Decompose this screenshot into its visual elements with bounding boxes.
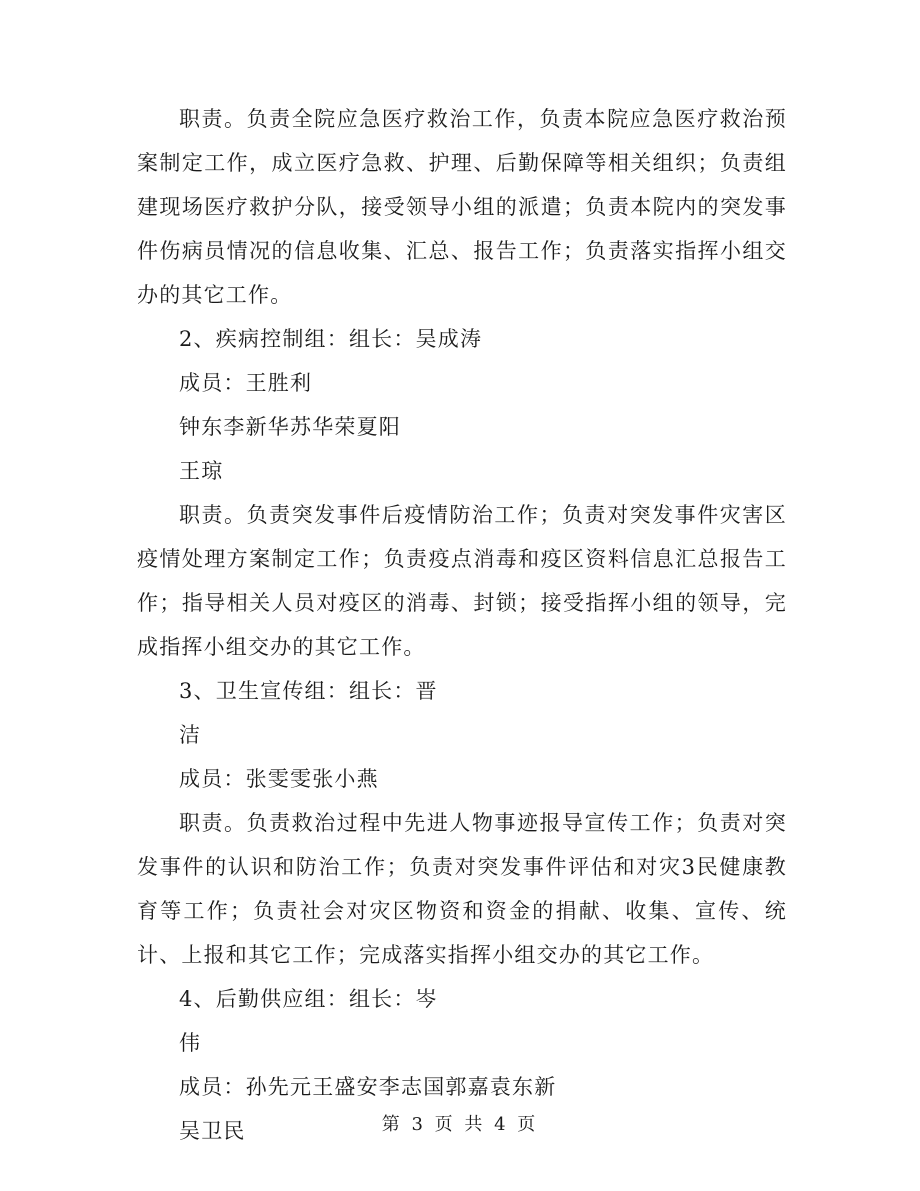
- members-line: 钟东李新华苏华荣夏阳: [179, 415, 401, 439]
- leader-name-continuation: 洁: [179, 723, 202, 747]
- members-line: 成员：张雯雯张小燕: [179, 767, 379, 791]
- members-line: 成员：孙先元王盛安李志国郭嘉袁东新: [179, 1075, 557, 1099]
- document-body: [137, 97, 787, 1153]
- members-line: 成员：王胜利: [179, 371, 313, 395]
- section-heading-health-publicity: 3、卫生宣传组：组长：晋: [179, 679, 438, 703]
- duty-paragraph-health-publicity: 职责。负责救治过程中先进人物事迹报导宣传工作；负责对突发事件的认识和防治工作；负责对突发事件评估和对灾3民健康教育等工作；负责社会对灾区物资和资金的捐献、收集、宣传、统计、上报和其它工作；完成落实指挥小组交办的其它工作。: [137, 811, 787, 967]
- members-line: 王琼: [179, 459, 224, 483]
- leader-name-continuation: 伟: [179, 1031, 202, 1055]
- duty-paragraph-medical: 职责。负责全院应急医疗救治工作，负责本院应急医疗救治预案制定工作，成立医疗急救、护理、后勤保障等相关组织；负责组建现场医疗救护分队，接受领导小组的派遣；负责本院内的突发事件伤病员情况的信息收集、汇总、报告工作；负责落实指挥小组交办的其它工作。: [137, 107, 787, 307]
- section-heading-disease-control: 2、疾病控制组：组长：吴成涛: [179, 327, 483, 351]
- section-heading-logistics: 4、后勤供应组：组长：岑: [179, 987, 438, 1011]
- duty-paragraph-disease-control: 职责。负责突发事件后疫情防治工作；负责对突发事件灾害区疫情处理方案制定工作；负责疫点消毒和疫区资料信息汇总报告工作；指导相关人员对疫区的消毒、封锁；接受指挥小组的领导，完成指挥小组交办的其它工作。: [137, 503, 787, 659]
- members-line: 吴卫民: [179, 1119, 246, 1143]
- page-number-footer: 第 3 页 共 4 页: [381, 1114, 539, 1135]
